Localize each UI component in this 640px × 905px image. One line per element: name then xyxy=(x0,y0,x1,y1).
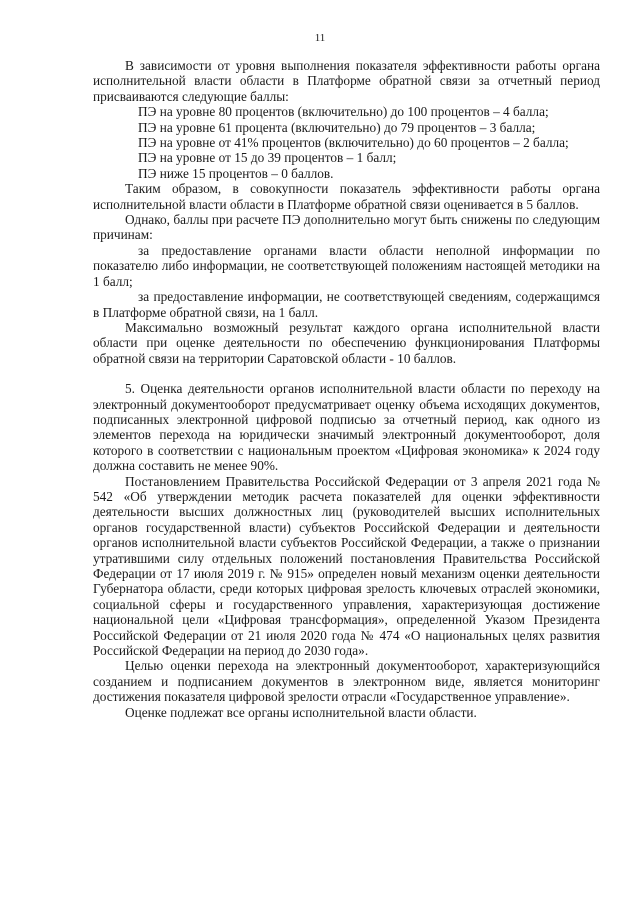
list-item-reduction-mismatch: за предоставление информации, не соответствующей сведениям, содержащимся в Платформе обратной связи, на 1 балл. xyxy=(93,289,600,320)
document-body xyxy=(93,58,600,720)
list-item-score-2: ПЭ на уровне от 41% процентов (включительно) до 60 процентов – 2 балла; xyxy=(138,135,569,151)
list-item-reduction-incomplete: за предоставление органами власти области неполной информации по показателю либо информации, не соответствующей положениям настоящей методики на 1 балл; xyxy=(93,242,600,289)
list-item-score-3: ПЭ на уровне 61 процента (включительно) до 79 процентов – 3 балла; xyxy=(138,119,536,135)
paragraph-reductions-intro: Однако, баллы при расчете ПЭ дополнительно могут быть снижены по следующим причинам: xyxy=(93,212,600,243)
list-item-score-1: ПЭ на уровне от 15 до 39 процентов – 1 балл; xyxy=(138,150,397,166)
paragraph-max-result: Максимально возможный результат каждого органа исполнительной власти области при оценке деятельности по обеспечению функционирования Платформы обратной связи на территории Саратовской области - 10 баллов. xyxy=(93,319,600,366)
paragraph-goal: Целью оценки перехода на электронный документооборот, характеризующийся созданием и подписанием документов в электронном виде, является мониторинг достижения показателя цифровой зрелости отрасли «Государственное управление». xyxy=(93,658,600,705)
page-number: 11 xyxy=(314,32,326,44)
paragraph-total-score: Таким образом, в совокупности показатель эффективности работы органа исполнительной власти области в Платформе обратной связи оценивается в 5 баллов. xyxy=(93,181,600,212)
list-item-score-0: ПЭ ниже 15 процентов – 0 баллов. xyxy=(138,165,334,181)
paragraph-score-intro: В зависимости от уровня выполнения показателя эффективности работы органа исполнительной власти области в Платформе обратной связи за отчетный период присваиваются следующие баллы: xyxy=(93,58,600,104)
list-item-score-4: ПЭ на уровне 80 процентов (включительно) до 100 процентов – 4 балла; xyxy=(138,104,549,120)
paragraph-section-5: 5. Оценка деятельности органов исполнительной власти области по переходу на электронный документооборот предусматривает оценку объема исходящих документов, подписанных электронной цифровой подписью за отчетный период, как одного из элементов перехода на юридически значимый электронный документооборот, доля которого в соответствии с национальным проектом «Цифровая экономика» к 2024 году должна составить не менее 90%. xyxy=(93,381,600,474)
paragraph-decree: Постановлением Правительства Российской Федерации от 3 апреля 2021 года № 542 «Об утверждении методик расчета показателей для оценки эффективности деятельности высших должностных лиц (руководителей высших исполнительных органов государственной власти) субъектов Российской Федерации и деятельности органов исполнительной власти субъектов Российской Федерации, а также о признании утратившими силу отдельных положений постановления Правительства Российской Федерации от 17 июля 2019 г. № 915» определен новый механизм оценки деятельности Губернатора области, среди которых цифровая зрелость ключевых отраслей экономики, социальной сферы и государственного управления, характеризующая достижение национальной цели «Цифровая трансформация», определенной Указом Президента Российской Федерации от 21 июля 2020 года № 474 «О национальных целях развития Российской Федерации на период до 2030 года». xyxy=(93,473,600,659)
paragraph-subjects: Оценке подлежат все органы исполнительной власти области. xyxy=(125,704,477,720)
